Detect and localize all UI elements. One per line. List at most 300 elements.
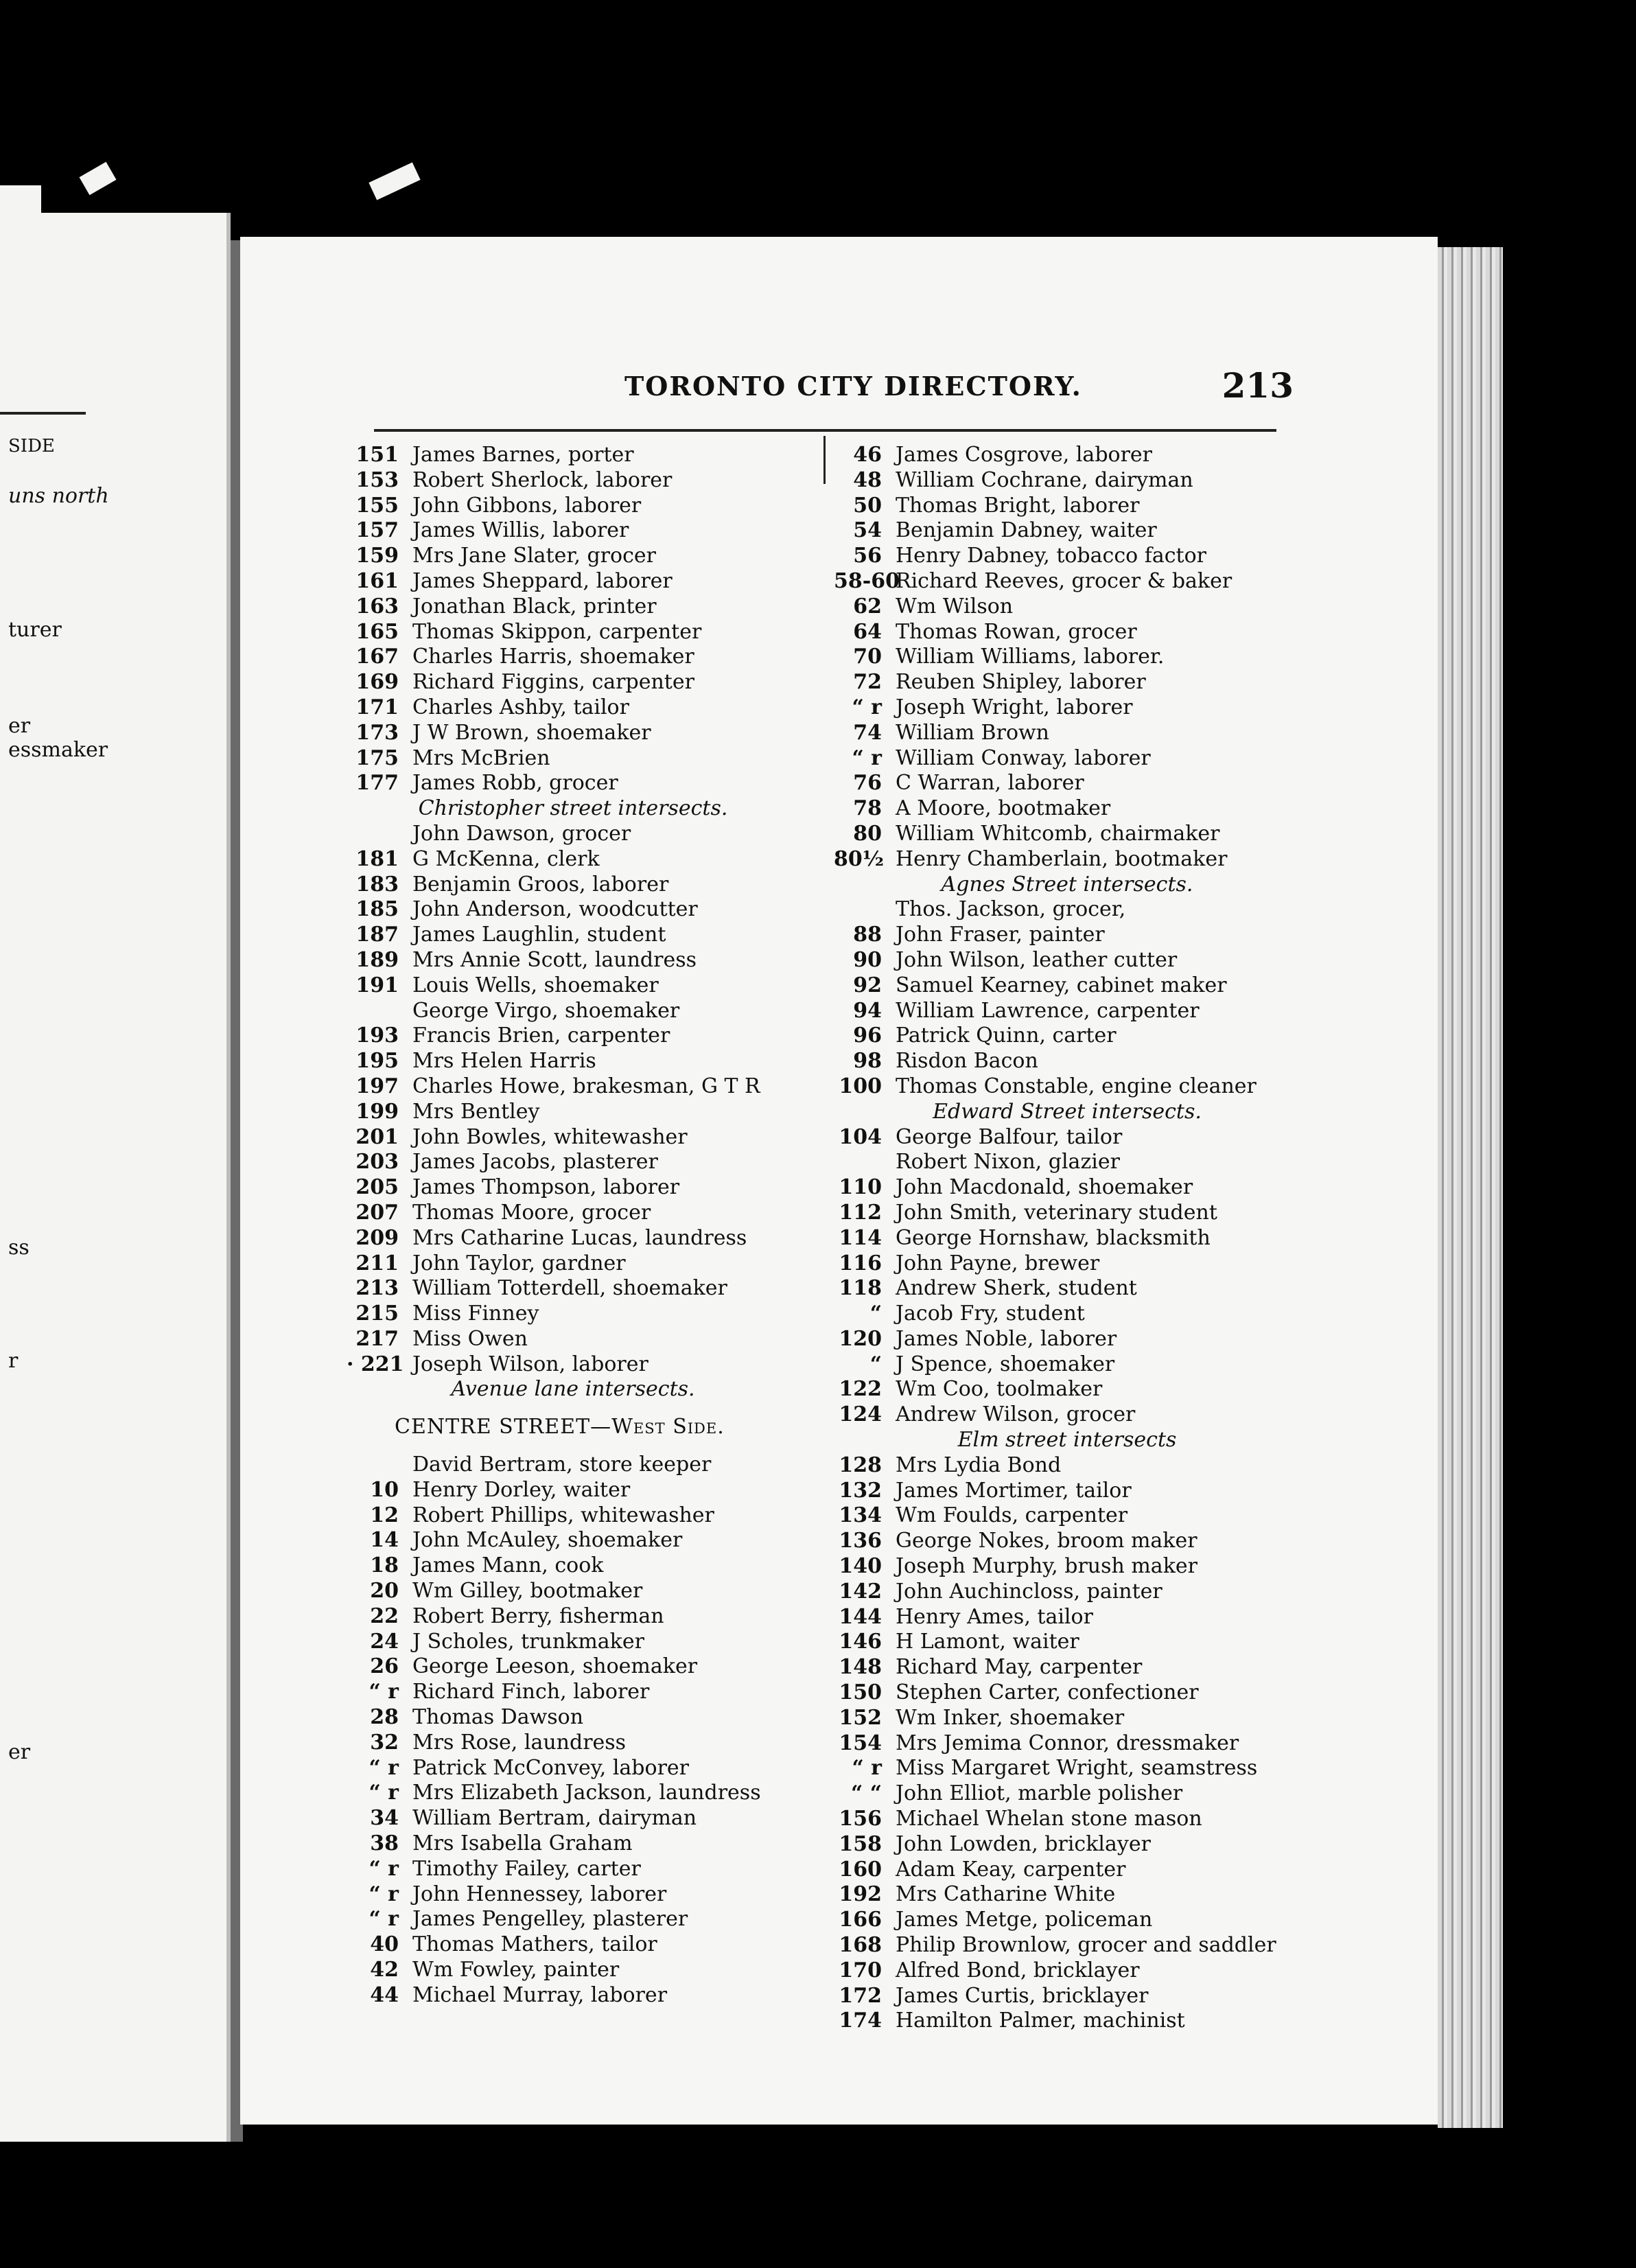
house-number: 24 — [370, 1629, 399, 1654]
house-number: 18 — [370, 1553, 399, 1578]
directory-entry — [347, 1453, 799, 1478]
directory-entry — [834, 1579, 1300, 1605]
house-number: 187 — [355, 923, 399, 947]
house-number: 153 — [355, 467, 399, 492]
directory-entry — [347, 1352, 799, 1378]
directory-entry — [834, 1074, 1300, 1100]
directory-entry — [834, 1453, 1300, 1479]
directory-entry — [834, 1832, 1300, 1858]
directory-entry — [347, 1604, 799, 1630]
directory-entry — [347, 1756, 799, 1781]
resident-name-occupation: James Curtis, bricklayer — [896, 1983, 1149, 2008]
resident-name-occupation: Mrs Rose, laundress — [412, 1730, 627, 1755]
resident-name-occupation: Wm Gilley, bootmaker — [412, 1579, 643, 1604]
resident-name-occupation: Stephen Carter, confectioner — [896, 1680, 1199, 1705]
directory-entry — [834, 1908, 1300, 1933]
resident-name-occupation: Thomas Constable, engine cleaner — [896, 1074, 1257, 1098]
page-header — [374, 365, 1294, 412]
section-heading: CENTRE STREET—West Side. — [395, 1415, 725, 1439]
page-title: TORONTO CITY DIRECTORY. — [624, 371, 1082, 402]
resident-name-occupation: Thomas Mathers, tailor — [412, 1932, 657, 1957]
directory-entry — [347, 620, 799, 645]
directory-entry — [834, 1933, 1300, 1958]
directory-entry — [347, 1201, 799, 1226]
directory-entry — [347, 1781, 799, 1806]
prev-page-fragment: SIDE — [8, 436, 55, 456]
resident-name-occupation: James Mortimer, tailor — [896, 1478, 1132, 1503]
directory-entry — [347, 897, 799, 923]
house-number: 14 — [370, 1528, 399, 1553]
resident-name-occupation: Mrs Annie Scott, laundress — [412, 947, 697, 972]
resident-name-occupation: James Sheppard, laborer — [412, 568, 673, 593]
house-number: “ — [869, 1301, 882, 1326]
directory-entry — [834, 1125, 1300, 1150]
prev-page-fragment: ss — [8, 1236, 30, 1260]
directory-entry — [834, 1756, 1300, 1781]
house-number: 122 — [839, 1377, 882, 1402]
directory-entry — [347, 518, 799, 544]
directory-entry — [347, 695, 799, 721]
house-number: · 221 — [347, 1352, 404, 1376]
right-column — [834, 443, 1300, 2034]
resident-name-occupation: Robert Phillips, whitewasher — [412, 1503, 714, 1527]
directory-entry — [347, 1932, 799, 1958]
directory-entry — [347, 670, 799, 695]
directory-entry — [834, 1731, 1300, 1757]
house-number: 163 — [355, 594, 399, 618]
directory-entry — [347, 872, 799, 898]
resident-name-occupation: John Dawson, grocer — [412, 821, 631, 846]
resident-name-occupation: Mrs Catharine White — [896, 1882, 1116, 1907]
resident-name-occupation: H Lamont, waiter — [896, 1630, 1079, 1654]
directory-entry — [347, 1705, 799, 1731]
resident-name-occupation: John Taylor, gardner — [412, 1251, 626, 1275]
resident-name-occupation: J Scholes, trunkmaker — [412, 1629, 644, 1654]
directory-entry — [347, 1630, 799, 1655]
directory-entry — [347, 721, 799, 746]
page-corner-fleck — [369, 163, 420, 200]
house-number: 166 — [839, 1908, 882, 1932]
resident-name-occupation: John Auchincloss, painter — [896, 1579, 1162, 1604]
resident-name-occupation: Thomas Bright, laborer — [896, 493, 1140, 518]
house-number: 94 — [853, 998, 882, 1023]
resident-name-occupation: Thomas Rowan, grocer — [896, 619, 1137, 644]
directory-entry — [347, 1226, 799, 1251]
house-number: 183 — [355, 872, 399, 896]
house-number: 10 — [370, 1477, 399, 1502]
directory-entry — [834, 1175, 1300, 1201]
directory-entry — [347, 1150, 799, 1175]
directory-entry — [347, 1023, 799, 1049]
directory-entry — [347, 1907, 799, 1932]
directory-entry — [834, 468, 1300, 494]
directory-entry — [347, 594, 799, 620]
resident-name-occupation: William Totterdell, shoemaker — [412, 1276, 727, 1301]
house-number: 54 — [853, 518, 882, 543]
directory-entry — [347, 1983, 799, 2009]
directory-entry — [834, 620, 1300, 645]
resident-name-occupation: Andrew Wilson, grocer — [896, 1402, 1136, 1427]
resident-name-occupation: Mrs Bentley — [412, 1099, 540, 1124]
directory-entry — [834, 594, 1300, 620]
directory-entry — [834, 1630, 1300, 1655]
house-number: 159 — [355, 544, 399, 568]
resident-name-occupation: James Cosgrove, laborer — [896, 443, 1153, 467]
house-number: 46 — [853, 443, 882, 467]
directory-entry — [347, 1857, 799, 1882]
resident-name-occupation: Joseph Wilson, laborer — [412, 1352, 648, 1376]
house-number: 50 — [853, 493, 882, 518]
house-number: 217 — [355, 1326, 399, 1351]
directory-entry — [834, 1479, 1300, 1504]
header-rule — [374, 429, 1276, 432]
prev-page-fragment: uns north — [8, 484, 109, 508]
house-number: 195 — [355, 1049, 399, 1074]
resident-name-occupation: Wm Foulds, carpenter — [896, 1503, 1128, 1528]
directory-entry — [834, 1301, 1300, 1327]
directory-entry — [834, 569, 1300, 594]
resident-name-occupation: Alfred Bond, bricklayer — [896, 1958, 1140, 1982]
house-number: 167 — [355, 645, 399, 669]
house-number: 134 — [839, 1503, 882, 1528]
page-edges — [1438, 247, 1503, 2128]
directory-entry — [347, 1125, 799, 1150]
resident-name-occupation: John Lowden, bricklayer — [896, 1831, 1151, 1856]
directory-entry — [834, 1680, 1300, 1706]
street-intersects-note: Christopher street intersects. — [418, 796, 728, 821]
directory-entry — [834, 1402, 1300, 1428]
resident-name-occupation: John Anderson, woodcutter — [412, 897, 698, 922]
directory-entry — [834, 796, 1300, 822]
resident-name-occupation: John McAuley, shoemaker — [412, 1528, 683, 1553]
directory-entry — [347, 1503, 799, 1529]
directory-entry — [834, 1958, 1300, 1984]
house-number: 175 — [355, 745, 399, 770]
resident-name-occupation: Michael Murray, laborer — [412, 1982, 668, 2007]
resident-name-occupation: Hamilton Palmer, machinist — [896, 2009, 1185, 2033]
resident-name-occupation: Joseph Wright, laborer — [896, 695, 1133, 719]
resident-name-occupation: Reuben Shipley, laborer — [896, 670, 1146, 695]
resident-name-occupation: James Mann, cook — [412, 1553, 604, 1578]
resident-name-occupation: James Jacobs, plasterer — [412, 1150, 658, 1174]
resident-name-occupation: Robert Sherlock, laborer — [412, 467, 673, 492]
resident-name-occupation: Mrs Catharine Lucas, laundress — [412, 1225, 747, 1250]
resident-name-occupation: James Robb, grocer — [412, 771, 618, 796]
prev-page-fragment: er — [8, 714, 31, 738]
directory-entry — [347, 1831, 799, 1857]
resident-name-occupation: Charles Harris, shoemaker — [412, 645, 694, 669]
resident-name-occupation: James Barnes, porter — [412, 443, 634, 467]
house-number: 12 — [370, 1503, 399, 1527]
house-number: 203 — [355, 1150, 399, 1174]
resident-name-occupation: Jonathan Black, printer — [412, 594, 657, 618]
house-number: 158 — [839, 1831, 882, 1856]
resident-name-occupation: Adam Keay, carpenter — [896, 1857, 1126, 1882]
resident-name-occupation: Mrs Jemima Connor, dressmaker — [896, 1731, 1239, 1755]
resident-name-occupation: John Elliot, marble polisher — [896, 1781, 1183, 1806]
directory-entry — [834, 494, 1300, 519]
directory-entry — [834, 670, 1300, 695]
house-number: 191 — [355, 973, 399, 997]
directory-entry — [834, 973, 1300, 999]
directory-entry — [834, 1049, 1300, 1074]
house-number: 152 — [839, 1705, 882, 1730]
directory-entry — [834, 1655, 1300, 1680]
house-number: 165 — [355, 619, 399, 644]
directory-entry — [347, 1301, 799, 1327]
house-number: 96 — [853, 1023, 882, 1048]
house-number: 189 — [355, 947, 399, 972]
house-number: 170 — [839, 1958, 882, 1982]
directory-entry — [347, 569, 799, 594]
directory-entry — [347, 1680, 799, 1705]
house-number: 72 — [853, 670, 882, 695]
directory-entry — [834, 1377, 1300, 1402]
house-number: 213 — [355, 1276, 399, 1301]
resident-name-occupation: Mrs McBrien — [412, 745, 550, 770]
house-number: 88 — [853, 923, 882, 947]
house-number: 177 — [355, 771, 399, 796]
directory-entry — [347, 544, 799, 569]
resident-name-occupation: George Balfour, tailor — [896, 1124, 1123, 1149]
house-number: 169 — [355, 670, 399, 695]
directory-entry — [834, 1503, 1300, 1529]
directory-entry — [834, 1226, 1300, 1251]
house-number: 28 — [370, 1705, 399, 1730]
house-number: 20 — [370, 1579, 399, 1604]
resident-name-occupation: G McKenna, clerk — [412, 846, 600, 871]
house-number: 58-60 — [834, 568, 900, 593]
house-number: 201 — [355, 1124, 399, 1149]
house-number: 118 — [839, 1276, 882, 1301]
house-number: 148 — [839, 1655, 882, 1680]
resident-name-occupation: Mrs Elizabeth Jackson, laundress — [412, 1781, 761, 1805]
directory-entry — [834, 443, 1300, 468]
directory-entry — [347, 1806, 799, 1831]
house-number: 150 — [839, 1680, 882, 1705]
house-number: 44 — [370, 1982, 399, 2007]
house-number: 172 — [839, 1983, 882, 2008]
resident-name-occupation: Miss Finney — [412, 1301, 539, 1326]
house-number: 173 — [355, 720, 399, 745]
resident-name-occupation: Francis Brien, carpenter — [412, 1023, 670, 1048]
resident-name-occupation: Timothy Failey, carter — [412, 1856, 641, 1881]
resident-name-occupation: Robert Nixon, glazier — [896, 1150, 1120, 1174]
house-number: “ r — [852, 695, 882, 719]
directory-entry — [347, 1074, 799, 1100]
house-number: “ r — [852, 1756, 882, 1781]
house-number: “ r — [369, 1856, 399, 1881]
directory-entry — [834, 847, 1300, 872]
directory-entry — [834, 518, 1300, 544]
resident-name-occupation: Richard Figgins, carpenter — [412, 670, 694, 695]
resident-name-occupation: George Leeson, shoemaker — [412, 1654, 698, 1679]
resident-name-occupation: Louis Wells, shoemaker — [412, 973, 659, 997]
resident-name-occupation: A Moore, bootmaker — [896, 796, 1111, 821]
directory-entry — [347, 1654, 799, 1680]
directory-entry — [834, 1201, 1300, 1226]
resident-name-occupation: Mrs Helen Harris — [412, 1049, 596, 1074]
house-number: 181 — [355, 846, 399, 871]
resident-name-occupation: George Hornshaw, blacksmith — [896, 1225, 1211, 1250]
directory-entry — [834, 544, 1300, 569]
street-intersects-note: Edward Street intersects. — [933, 1099, 1202, 1124]
resident-name-occupation: J W Brown, shoemaker — [412, 720, 651, 745]
house-number: 62 — [853, 594, 882, 618]
resident-name-occupation: Thomas Dawson — [412, 1705, 584, 1730]
resident-name-occupation: Henry Dabney, tobacco factor — [896, 544, 1206, 568]
house-number: 142 — [839, 1579, 882, 1604]
directory-entry — [834, 1605, 1300, 1630]
directory-entry — [347, 1276, 799, 1301]
resident-name-occupation: William Lawrence, carpenter — [896, 998, 1200, 1023]
house-number: 104 — [839, 1124, 882, 1149]
prev-page-fragment: turer — [8, 618, 62, 642]
resident-name-occupation: Michael Whelan stone mason — [896, 1807, 1202, 1831]
house-number: “ r — [369, 1781, 399, 1805]
house-number: 42 — [370, 1958, 399, 1982]
directory-entry — [834, 822, 1300, 847]
directory-entry — [347, 1579, 799, 1604]
house-number: 160 — [839, 1857, 882, 1882]
resident-name-occupation: J Spence, shoemaker — [896, 1352, 1115, 1376]
directory-entry — [834, 1781, 1300, 1807]
prev-page-fragment: r — [8, 1349, 19, 1373]
house-number: 64 — [853, 619, 882, 644]
directory-entry — [834, 1251, 1300, 1277]
resident-name-occupation: John Smith, veterinary student — [896, 1200, 1217, 1225]
house-number: 116 — [839, 1251, 882, 1275]
resident-name-occupation: Thos. Jackson, grocer, — [896, 897, 1126, 922]
directory-entry — [834, 695, 1300, 721]
resident-name-occupation: Risdon Bacon — [896, 1049, 1038, 1074]
house-number: 209 — [355, 1225, 399, 1250]
resident-name-occupation: Wm Wilson — [896, 594, 1014, 618]
directory-entry — [347, 1100, 799, 1125]
directory-entry — [347, 746, 799, 772]
resident-name-occupation: Samuel Kearney, cabinet maker — [896, 973, 1227, 997]
house-number: 110 — [839, 1175, 882, 1200]
street-intersects-note: Elm street intersects — [957, 1428, 1177, 1453]
house-number: 171 — [355, 695, 399, 719]
house-number: 56 — [853, 544, 882, 568]
resident-name-occupation: Richard Finch, laborer — [412, 1680, 650, 1704]
resident-name-occupation: John Bowles, whitewasher — [412, 1124, 688, 1149]
resident-name-occupation: George Virgo, shoemaker — [412, 998, 680, 1023]
directory-entry — [347, 999, 799, 1024]
house-number: 76 — [853, 771, 882, 796]
house-number: 168 — [839, 1933, 882, 1958]
resident-name-occupation: Mrs Jane Slater, grocer — [412, 544, 656, 568]
house-number: 80 — [853, 821, 882, 846]
directory-entry — [834, 897, 1300, 923]
resident-name-occupation: Henry Chamberlain, bootmaker — [896, 846, 1228, 871]
directory-entry — [347, 494, 799, 519]
house-number: 70 — [853, 645, 882, 669]
resident-name-occupation: Henry Ames, tailor — [896, 1604, 1093, 1629]
resident-name-occupation: Wm Fowley, painter — [412, 1958, 620, 1982]
resident-name-occupation: Henry Dorley, waiter — [412, 1477, 631, 1502]
house-number: 34 — [370, 1806, 399, 1831]
resident-name-occupation: Andrew Sherk, student — [896, 1276, 1137, 1301]
directory-entry — [347, 1553, 799, 1579]
directory-entry — [347, 1327, 799, 1352]
house-number: 154 — [839, 1731, 882, 1755]
house-number: 22 — [370, 1604, 399, 1628]
prev-page-fragment: er — [8, 1740, 31, 1764]
previous-page — [0, 213, 231, 2142]
resident-name-occupation: George Nokes, broom maker — [896, 1529, 1197, 1553]
directory-entry — [834, 1352, 1300, 1378]
house-number: 98 — [853, 1049, 882, 1074]
resident-name-occupation: Miss Margaret Wright, seamstress — [896, 1756, 1258, 1781]
directory-entry — [834, 923, 1300, 948]
house-number: 92 — [853, 973, 882, 997]
resident-name-occupation: John Hennessey, laborer — [412, 1882, 667, 1906]
house-number: 205 — [355, 1175, 399, 1200]
directory-entry — [347, 1049, 799, 1074]
directory-entry — [834, 2009, 1300, 2034]
resident-name-occupation: William Bertram, dairyman — [412, 1806, 697, 1831]
resident-name-occupation: Mrs Isabella Graham — [412, 1831, 633, 1856]
house-number: 146 — [839, 1630, 882, 1654]
house-number: 157 — [355, 518, 399, 543]
resident-name-occupation: Thomas Skippon, carpenter — [412, 619, 702, 644]
resident-name-occupation: John Gibbons, laborer — [412, 493, 642, 518]
house-number: 90 — [853, 947, 882, 972]
directory-entry — [347, 822, 799, 847]
house-number: 26 — [370, 1654, 399, 1679]
house-number: 136 — [839, 1529, 882, 1553]
resident-name-occupation: Charles Ashby, tailor — [412, 695, 629, 719]
house-number: 174 — [839, 2009, 882, 2033]
directory-entry — [834, 1554, 1300, 1579]
house-number: “ r — [369, 1755, 399, 1780]
resident-name-occupation: Wm Inker, shoemaker — [896, 1705, 1125, 1730]
left-column — [347, 443, 799, 2009]
directory-entry — [347, 948, 799, 973]
resident-name-occupation: John Fraser, painter — [896, 923, 1105, 947]
resident-name-occupation: Jacob Fry, student — [896, 1301, 1085, 1326]
resident-name-occupation: James Thompson, laborer — [412, 1175, 680, 1200]
directory-entry — [347, 1478, 799, 1503]
house-number: 151 — [355, 443, 399, 467]
house-number: 140 — [839, 1554, 882, 1579]
directory-entry — [347, 443, 799, 468]
resident-name-occupation: Joseph Murphy, brush maker — [896, 1554, 1197, 1579]
directory-entry — [347, 1175, 799, 1201]
house-number: 215 — [355, 1301, 399, 1326]
house-number: “ — [869, 1352, 882, 1376]
house-number: “ r — [369, 1882, 399, 1906]
resident-name-occupation: David Bertram, store keeper — [412, 1453, 712, 1477]
resident-name-occupation: Patrick Quinn, carter — [896, 1023, 1117, 1048]
house-number: 132 — [839, 1478, 882, 1503]
directory-entry — [347, 468, 799, 494]
resident-name-occupation: Charles Howe, brakesman, G T R — [412, 1074, 760, 1098]
house-number: 112 — [839, 1200, 882, 1225]
street-intersects-note: Avenue lane intersects. — [451, 1377, 695, 1402]
resident-name-occupation: Wm Coo, toolmaker — [896, 1377, 1103, 1402]
resident-name-occupation: Robert Berry, fisherman — [412, 1604, 664, 1628]
house-number: 124 — [839, 1402, 882, 1427]
directory-entry — [834, 1529, 1300, 1554]
resident-name-occupation: Richard May, carpenter — [896, 1655, 1143, 1680]
house-number: “ “ — [851, 1781, 882, 1806]
directory-entry — [834, 1023, 1300, 1049]
resident-name-occupation: William Whitcomb, chairmaker — [896, 821, 1220, 846]
directory-entry — [834, 645, 1300, 670]
